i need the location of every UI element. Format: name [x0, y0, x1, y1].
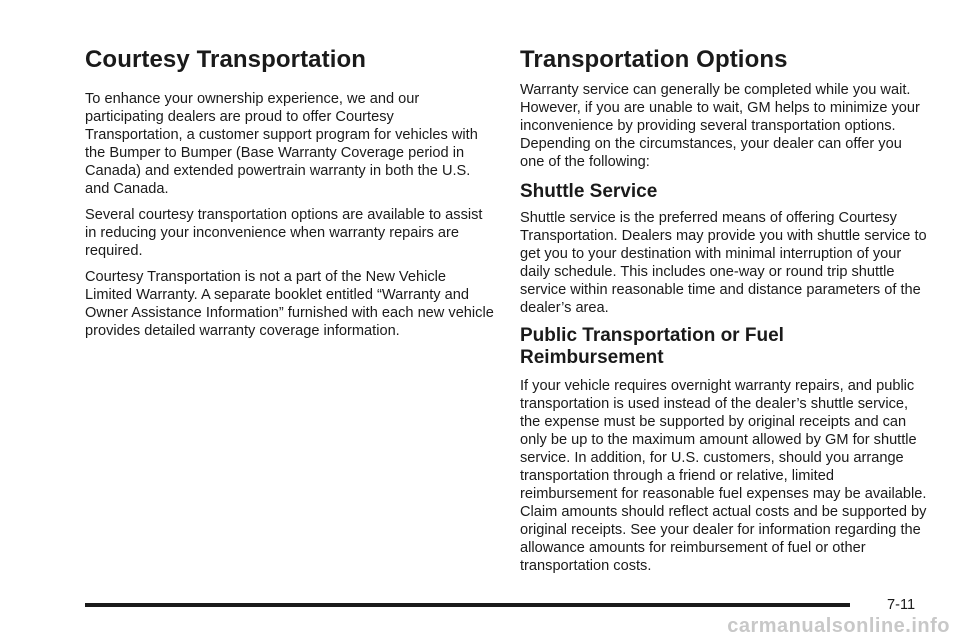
section-title-courtesy-transportation: Courtesy Transportation	[85, 46, 367, 73]
paragraph-options: Several courtesy transportation options are available to assist in reducing your inconvenience when warranty repairs are required.	[85, 207, 483, 259]
paragraph-intro: To enhance your ownership experience, we and our participating dealers are proud to offer Courtesy Transportation, a customer support program for vehicles with the Bumper to Bumper (Base Warranty Coverage period in Canada) and extended powertrain warranty in both the U.S. and Canada.	[85, 91, 478, 197]
paragraph-shuttle-service: Shuttle service is the preferred means of offering Courtesy Transportation. Dealers may provide you with shuttle service to get you to your destination with minimal interruption of your daily schedule. This includes one-way or round trip shuttle service within reasonable time and distance parameters of the dealer’s area.	[520, 210, 927, 316]
heading-public-transportation: Public Transportation or Fuel Reimbursement	[520, 325, 784, 368]
footer-rule	[85, 603, 850, 607]
left-column	[85, 40, 495, 348]
paragraph-options-intro: Warranty service can generally be completed while you wait. However, if you are unable to wait, GM helps to minimize your inconvenience by providing several transportation options. Depending on the circumstances, your dealer can offer you one of the following:	[520, 82, 920, 170]
paragraph-public-transportation: If your vehicle requires overnight warranty repairs, and public transportation is used instead of the dealer’s shuttle service, the expense must be supported by original receipts and can only be up to the maximum amount allowed by GM for shuttle service. In addition, for U.S. customers, should you arrange transportation through a friend or relative, limited reimbursement for reasonable fuel expenses may be available. Claim amounts should reflect actual costs and be supported by original receipts. See your dealer for information regarding the allowance amounts for reimbursement of fuel or other transportation costs.	[520, 378, 927, 574]
section-title-transportation-options: Transportation Options	[520, 46, 788, 73]
heading-shuttle-service: Shuttle Service	[520, 181, 658, 202]
right-column	[520, 40, 930, 585]
paragraph-warranty-booklet: Courtesy Transportation is not a part of the New Vehicle Limited Warranty. A separate booklet entitled “Warranty and Owner Assistance Information” furnished with each new vehicle provides detailed warranty coverage information.	[85, 269, 494, 339]
page-number: 7-11	[887, 597, 916, 613]
watermark-text: carmanualsonline.info	[727, 615, 950, 637]
